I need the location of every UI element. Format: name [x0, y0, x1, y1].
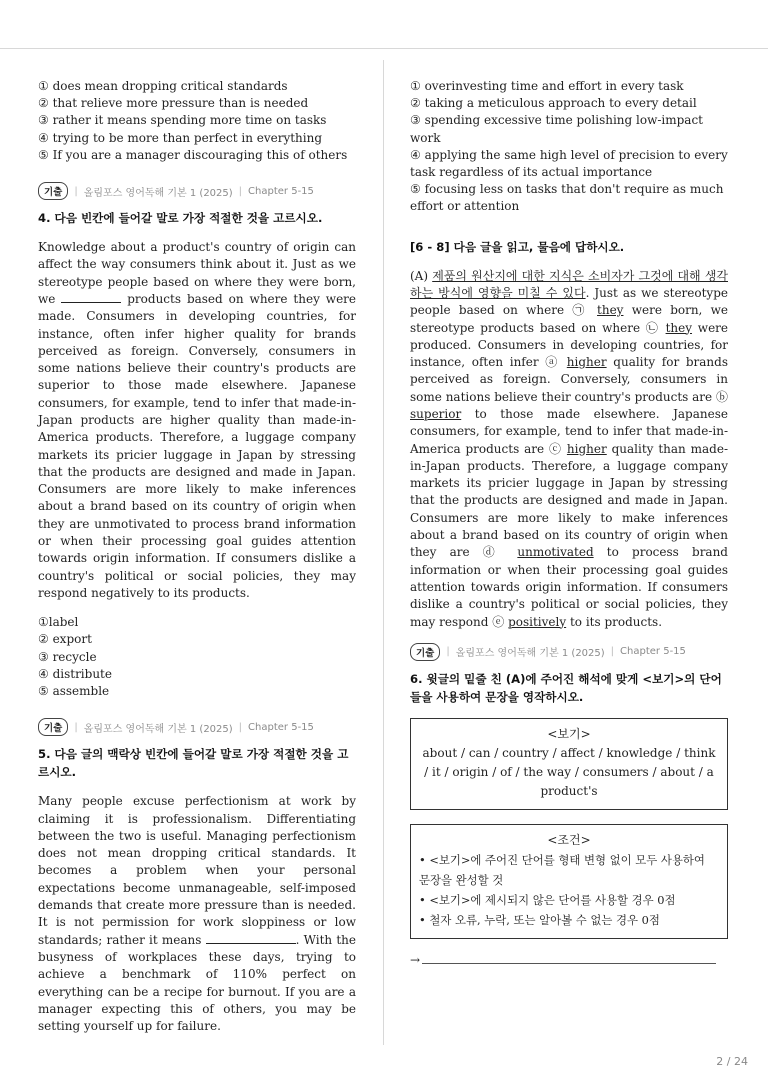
column-divider: [383, 60, 384, 1045]
underlined-text: they: [665, 320, 693, 335]
arrow-icon: →: [410, 952, 421, 967]
question-4-options: [38, 614, 356, 700]
answer-underline: [422, 963, 716, 964]
passage-text: Many people excuse perfectionism at work by claiming it is professionalism. Differentiating between the two is useful. Managing perfectionism does not mean dropping critical standards. It becomes a problem when your personal expectations become unmanageable, self-imposed demands that create more pressure than is needed. It is not permission for work sloppiness or low standards; rather it means: [38, 794, 356, 947]
answer-blank: [61, 292, 121, 303]
underlined-text: unmotivated: [517, 545, 594, 560]
word-bank-words: about / can / country / affect / knowledge / think / it / origin / of / the way / consumers / about / a product's: [422, 745, 716, 798]
header-rule: [0, 48, 768, 49]
option: ①label: [38, 615, 79, 630]
source-text: 올림포스 영어독해 기본 1 (2025): [83, 723, 233, 735]
word-bank-title: <보기>: [547, 726, 591, 741]
tag-separator: |: [238, 185, 243, 197]
source-tag: [410, 643, 728, 661]
right-column: [410, 78, 728, 969]
word-bank-box: [410, 718, 728, 810]
question-5-title: 5. 다음 글의 맥락상 빈칸에 들어갈 말로 가장 적절한 것을 고르시오.: [38, 747, 349, 780]
underlined-text: positively: [508, 614, 567, 629]
source-tag: [38, 182, 356, 200]
answer-line[interactable]: [410, 953, 728, 969]
question-5-passage: [38, 793, 356, 1035]
option: ③ spending excessive time polishing low-impact work: [410, 113, 703, 145]
option: ② taking a meticulous approach to every detail: [410, 96, 697, 111]
left-column: [38, 78, 356, 1047]
passage-text: quality than made-in-Japan products. Therefore, a luggage company markets its pricier luggage in Japan by stressing that the products are designed and made in Japan. Consumers are more likely to make inferences about a brand based on its country of origin when they are ⓓ: [410, 441, 728, 560]
conditions-box: [410, 824, 728, 939]
underlined-text: 제품의 원산지에 대한 지식은 소비자가 그것에 대해 생각하는 방식에 영향을 미칠 수 있다: [410, 268, 728, 300]
option: ① overinvesting time and effort in every task: [410, 79, 684, 93]
passage-a: [410, 268, 728, 631]
tag-separator: |: [610, 646, 615, 658]
passage-text: Knowledge about a product's country of origin can affect the way consumers think about it. Just as we stereotype people based on where they were born, we: [38, 240, 356, 306]
underlined-text: higher: [566, 441, 607, 456]
passage-text: to those made elsewhere. Japanese consumers, for example, tend to infer that made-in-America products are ⓒ: [410, 407, 728, 456]
option: ① does mean dropping critical standards: [38, 79, 288, 93]
question-4-title: 4. 다음 빈칸에 들어갈 말로 가장 적절한 것을 고르시오.: [38, 211, 323, 226]
passage-text: were born, we stereotype products based on where ㉡: [410, 303, 729, 335]
exam-badge: 기출: [38, 182, 68, 200]
option: ③ recycle: [38, 649, 97, 664]
option: ④ applying the same high level of precision to every task regardless of its actual importance: [410, 147, 728, 180]
question-5-options: [410, 78, 728, 216]
exam-badge: 기출: [410, 643, 440, 661]
underlined-text: higher: [566, 355, 607, 370]
option: ② export: [38, 632, 92, 647]
source-tag: [38, 718, 356, 736]
question-4-passage: [38, 239, 356, 602]
question-6-title: 6. 윗글의 밑줄 친 (A)에 주어진 해석에 맞게 <보기>의 단어들을 사용하여 문장을 영작하시오.: [410, 671, 722, 704]
tag-separator: |: [446, 646, 450, 658]
tag-separator: |: [74, 185, 78, 197]
option: ③ rather it means spending more time on tasks: [38, 113, 327, 128]
exam-badge: 기출: [38, 718, 68, 736]
prev-question-options: [38, 78, 356, 164]
passage-text: to its products.: [566, 614, 663, 629]
passage-text: to process brand information or when their processing goal guides attention towards origin information. If consumers dislike a country's political or social policies, they may respond ⓔ: [410, 545, 728, 629]
underlined-text: they: [597, 303, 624, 318]
option: ⑤ focusing less on tasks that don't require as much effort or attention: [410, 182, 724, 214]
questions-6-8-title: [6 - 8] 다음 글을 읽고, 물음에 답하시오.: [410, 239, 625, 254]
passage-text: . Just as we stereotype people based on where ㉠: [410, 285, 728, 318]
page-number: 2 / 24: [716, 1055, 748, 1068]
underlined-text: superior: [410, 407, 462, 421]
option: ⑤ If you are a manager discouraging this of others: [38, 147, 348, 162]
chapter-text: Chapter 5-15: [620, 646, 686, 658]
source-text: 올림포스 영어독해 기본 1 (2025): [455, 648, 605, 660]
option: ② that relieve more pressure than is needed: [38, 96, 309, 111]
tag-separator: |: [74, 721, 78, 733]
passage-text: products based on where they were made. Consumers in developing countries, for instance, often infer higher quality for brands perceived as foreign. Conversely, consumers in some nations believe their country's products are superior to those made elsewhere. Japanese consumers, for example, tend to infer that made-in-Japan products are higher quality than made-in-America products. Therefore, a luggage company markets its pricier luggage in Japan by stressing that the products are designed and made in Japan. Consumers are more likely to make inferences about a brand based on its country of origin when they are unmotivated to process brand information or when their processing goal guides attention towards origin information. If consumers dislike a country's political or social policies, they may respond negatively to its products.: [38, 291, 357, 600]
condition-item: • <보기>에 주어진 단어를 형태 변형 없이 모두 사용하여 문장을 완성할 것: [419, 852, 705, 887]
option: ④ trying to be more than perfect in everything: [38, 130, 323, 145]
source-text: 올림포스 영어독해 기본 1 (2025): [83, 187, 233, 199]
condition-item: • 철자 오류, 누락, 또는 알아볼 수 없는 경우 0점: [419, 912, 660, 927]
chapter-text: Chapter 5-15: [248, 185, 314, 197]
conditions-title: <조건>: [547, 832, 591, 847]
option: ⑤ assemble: [38, 684, 110, 699]
condition-item: • <보기>에 제시되지 않은 단어를 사용할 경우 0점: [419, 892, 676, 907]
option: ④ distribute: [38, 666, 112, 681]
passage-text: . With the busyness of workplaces these days, trying to achieve a benchmark of 110% perfect on everything can be a recipe for burnout. If you are a manager expecting this of others, you may be setting yourself up for failure.: [38, 932, 356, 1034]
passage-text: (A): [410, 268, 433, 283]
passage-text: quality for brands perceived as foreign. Conversely, consumers in some nations believe their country's products are ⓑ: [410, 355, 729, 404]
chapter-text: Chapter 5-15: [248, 721, 314, 733]
tag-separator: |: [238, 721, 243, 733]
answer-blank: [206, 933, 296, 944]
passage-text: were produced. Consumers in developing countries, for instance, often infer ⓐ: [410, 320, 729, 370]
